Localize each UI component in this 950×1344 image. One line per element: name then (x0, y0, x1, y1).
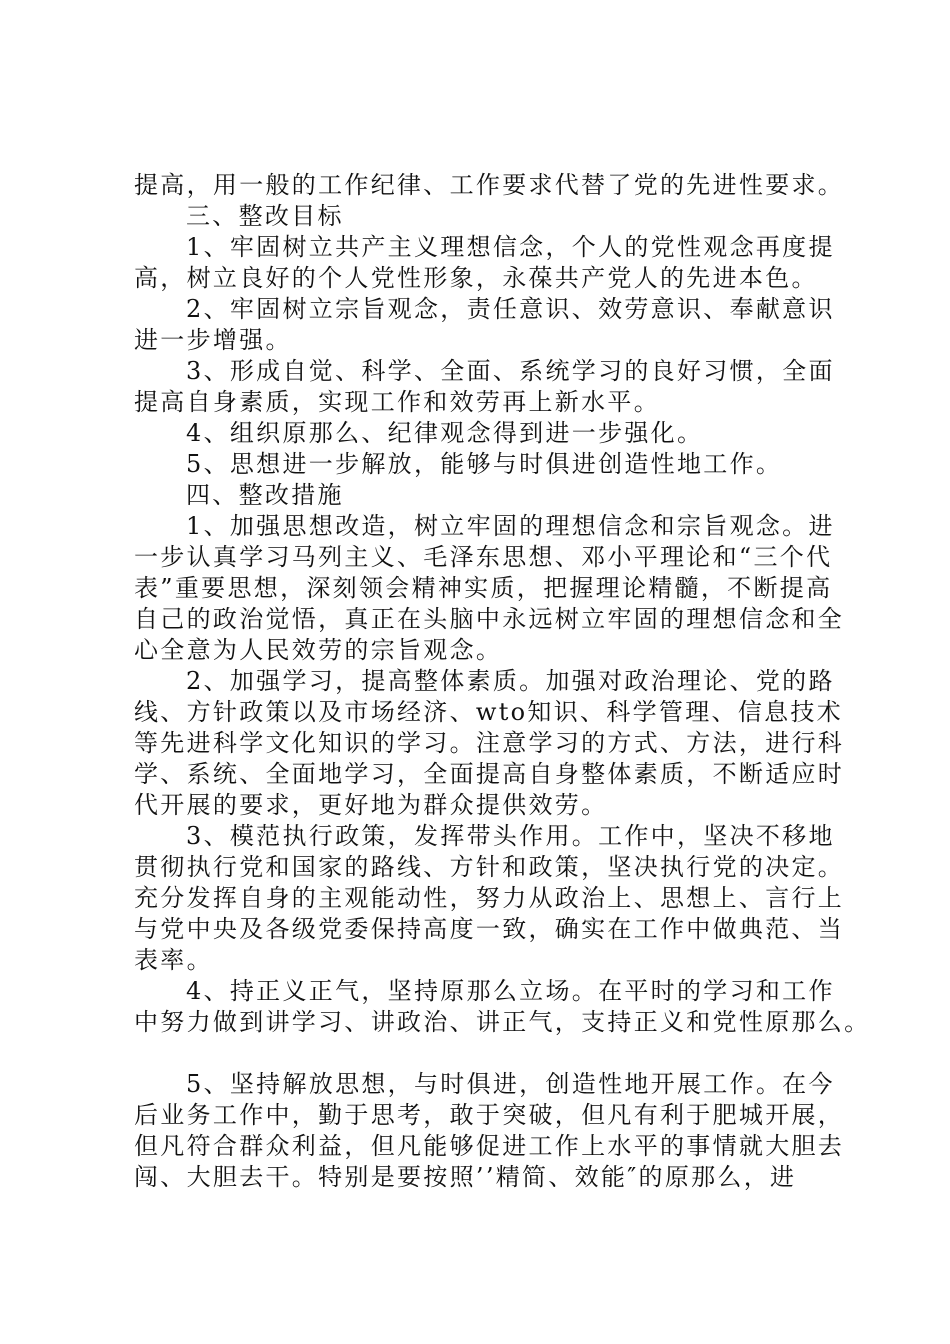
text-line: 线、方针政策以及市场经济、wto知识、科学管理、信息技术 (134, 698, 844, 726)
text-line: 5、坚持解放思想，与时俱进，创造性地开展工作。在今 (186, 1070, 835, 1098)
text-line: 代开展的要求，更好地为群众提供效劳。 (134, 791, 608, 819)
text-line: 学、系统、全面地学习，全面提高自身整体素质，不断适应时 (134, 760, 845, 788)
text-line: 一步认真学习马列主义、毛泽东思想、邓小平理论和“三个代 (134, 543, 833, 571)
text-line: 高，树立良好的个人党性形象，永葆共产党人的先进本色。 (134, 264, 818, 292)
text-line: 贯彻执行党和国家的路线、方针和政策，坚决执行党的决定。 (134, 853, 845, 881)
text-line: 闯、大胆去干。特别是要按照’’精简、效能″的原那么，进 (134, 1163, 797, 1191)
text-line: 充分发挥自身的主观能动性，努力从政治上、思想上、言行上 (134, 884, 845, 912)
text-line: 中努力做到讲学习、讲政治、讲正气，支持正义和党性原那么。 (134, 1008, 871, 1036)
text-line: 表”重要思想，深刻领会精神实质，把握理论精髓，不断提高 (134, 574, 833, 602)
text-line: 2、加强学习，提高整体素质。加强对政治理论、党的路 (186, 667, 835, 695)
text-line: 等先进科学文化知识的学习。注意学习的方式、方法，进行科 (134, 729, 845, 757)
text-line: 1、牢固树立共产主义理想信念，个人的党性观念再度提 (186, 233, 835, 261)
text-line: 自己的政治觉悟，真正在头脑中永远树立牢固的理想信念和全 (134, 605, 845, 633)
text-line: 进一步增强。 (134, 326, 292, 354)
text-line: 提高，用一般的工作纪律、工作要求代替了党的先进性要求。 (134, 171, 845, 199)
text-line: 2、牢固树立宗旨观念，责任意识、效劳意识、奉献意识 (186, 295, 835, 323)
text-line: 4、组织原那么、纪律观念得到进一步强化。 (186, 419, 704, 447)
document-body (134, 170, 871, 1193)
text-line: 5、思想进一步解放，能够与时俱进创造性地工作。 (186, 450, 783, 478)
text-line: 3、形成自觉、科学、全面、系统学习的良好习惯，全面 (186, 357, 835, 385)
text-line: 但凡符合群众利益，但凡能够促进工作上水平的事情就大胆去 (134, 1132, 845, 1160)
text-line: 四、整改措施 (186, 481, 344, 509)
text-line: 三、整改目标 (186, 202, 344, 230)
text-line: 心全意为人民效劳的宗旨观念。 (134, 636, 503, 664)
text-line: 4、持正义正气，坚持原那么立场。在平时的学习和工作 (186, 977, 835, 1005)
text-line (134, 1038, 834, 1069)
text-line: 与党中央及各级党委保持高度一致，确实在工作中做典范、当 (134, 915, 845, 943)
text-line: 提高自身素质，实现工作和效劳再上新水平。 (134, 388, 660, 416)
text-line: 1、加强思想改造，树立牢固的理想信念和宗旨观念。进 (186, 512, 835, 540)
text-line: 3、模范执行政策，发挥带头作用。工作中，坚决不移地 (186, 822, 835, 850)
text-line: 表率。 (134, 946, 213, 974)
text-line: 后业务工作中，勤于思考，敢于突破，但凡有利于肥城开展， (134, 1101, 845, 1129)
